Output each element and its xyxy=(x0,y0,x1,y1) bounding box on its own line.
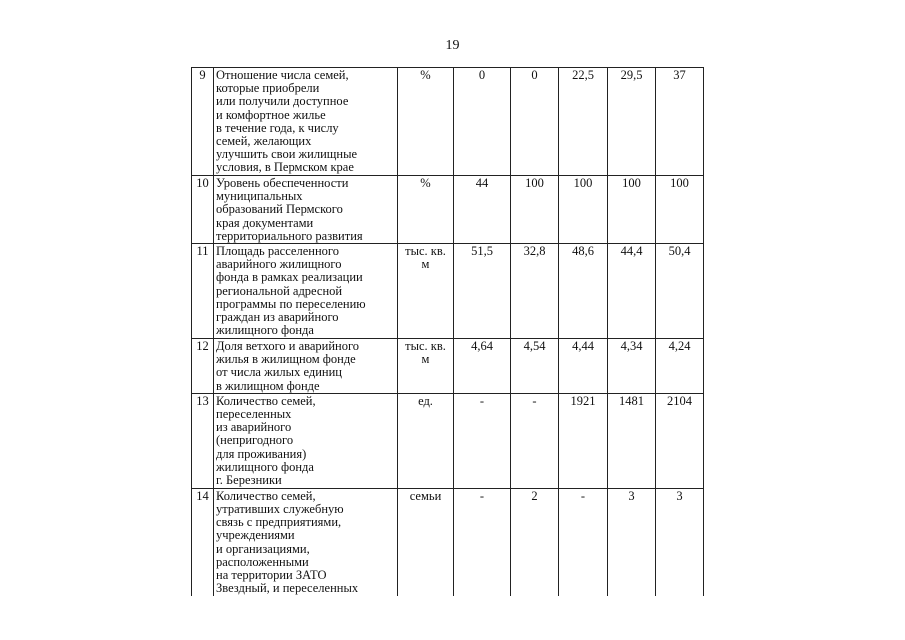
value-cell: 100 xyxy=(511,176,559,244)
indicator-name: Доля ветхого и аварийного жилья в жилищном фонде от числа жилых единиц в жилищном фонде xyxy=(214,339,398,394)
value-cell: - xyxy=(454,393,511,488)
value-cell: 0 xyxy=(511,68,559,176)
value-cell: 4,64 xyxy=(454,339,511,394)
indicator-name: Отношение числа семей, которые приобрели или получили доступное и комфортное жилье в течение года, к числу семей, желающих улучшить свои жилищные условия, в Пермском крае xyxy=(214,68,398,176)
value-cell: 1921 xyxy=(559,393,608,488)
row-number: 10 xyxy=(192,176,214,244)
value-cell: 37 xyxy=(656,68,704,176)
table-row xyxy=(192,244,704,339)
value-cell: 51,5 xyxy=(454,244,511,339)
value-cell: 0 xyxy=(454,68,511,176)
value-cell: 4,54 xyxy=(511,339,559,394)
unit-cell: тыс. кв. м xyxy=(398,339,454,394)
unit-cell: % xyxy=(398,68,454,176)
value-cell: - xyxy=(454,488,511,596)
row-number: 14 xyxy=(192,488,214,596)
indicator-name: Площадь расселенного аварийного жилищного фонда в рамках реализации региональной адресной программы по переселению граждан из аварийного жилищного фонда xyxy=(214,244,398,339)
value-cell: - xyxy=(511,393,559,488)
indicator-name: Количество семей, переселенных из аварийного (непригодного для проживания) жилищного фонда г. Березники xyxy=(214,393,398,488)
value-cell: 3 xyxy=(608,488,656,596)
value-cell: 100 xyxy=(559,176,608,244)
table-row xyxy=(192,176,704,244)
unit-cell: семьи xyxy=(398,488,454,596)
unit-cell: ед. xyxy=(398,393,454,488)
table-row xyxy=(192,393,704,488)
unit-cell: % xyxy=(398,176,454,244)
value-cell: 32,8 xyxy=(511,244,559,339)
indicator-name: Количество семей, утративших служебную связь с предприятиями, учреждениями и организациями, расположенными на территории ЗАТО Звездный, и переселенных xyxy=(214,488,398,596)
value-cell: 44,4 xyxy=(608,244,656,339)
row-number: 11 xyxy=(192,244,214,339)
value-cell: 48,6 xyxy=(559,244,608,339)
value-cell: 3 xyxy=(656,488,704,596)
row-number: 13 xyxy=(192,393,214,488)
row-number: 9 xyxy=(192,68,214,176)
value-cell: 100 xyxy=(656,176,704,244)
value-cell: - xyxy=(559,488,608,596)
value-cell: 1481 xyxy=(608,393,656,488)
table-row xyxy=(192,68,704,176)
value-cell: 4,34 xyxy=(608,339,656,394)
value-cell: 4,24 xyxy=(656,339,704,394)
value-cell: 50,4 xyxy=(656,244,704,339)
indicators-table xyxy=(191,67,704,596)
indicator-name: Уровень обеспеченности муниципальных образований Пермского края документами территориального развития xyxy=(214,176,398,244)
unit-cell: тыс. кв. м xyxy=(398,244,454,339)
value-cell: 4,44 xyxy=(559,339,608,394)
value-cell: 2104 xyxy=(656,393,704,488)
value-cell: 29,5 xyxy=(608,68,656,176)
table-row xyxy=(192,339,704,394)
row-number: 12 xyxy=(192,339,214,394)
table-row xyxy=(192,488,704,596)
value-cell: 22,5 xyxy=(559,68,608,176)
value-cell: 2 xyxy=(511,488,559,596)
page-number: 19 xyxy=(445,38,460,53)
value-cell: 44 xyxy=(454,176,511,244)
value-cell: 100 xyxy=(608,176,656,244)
